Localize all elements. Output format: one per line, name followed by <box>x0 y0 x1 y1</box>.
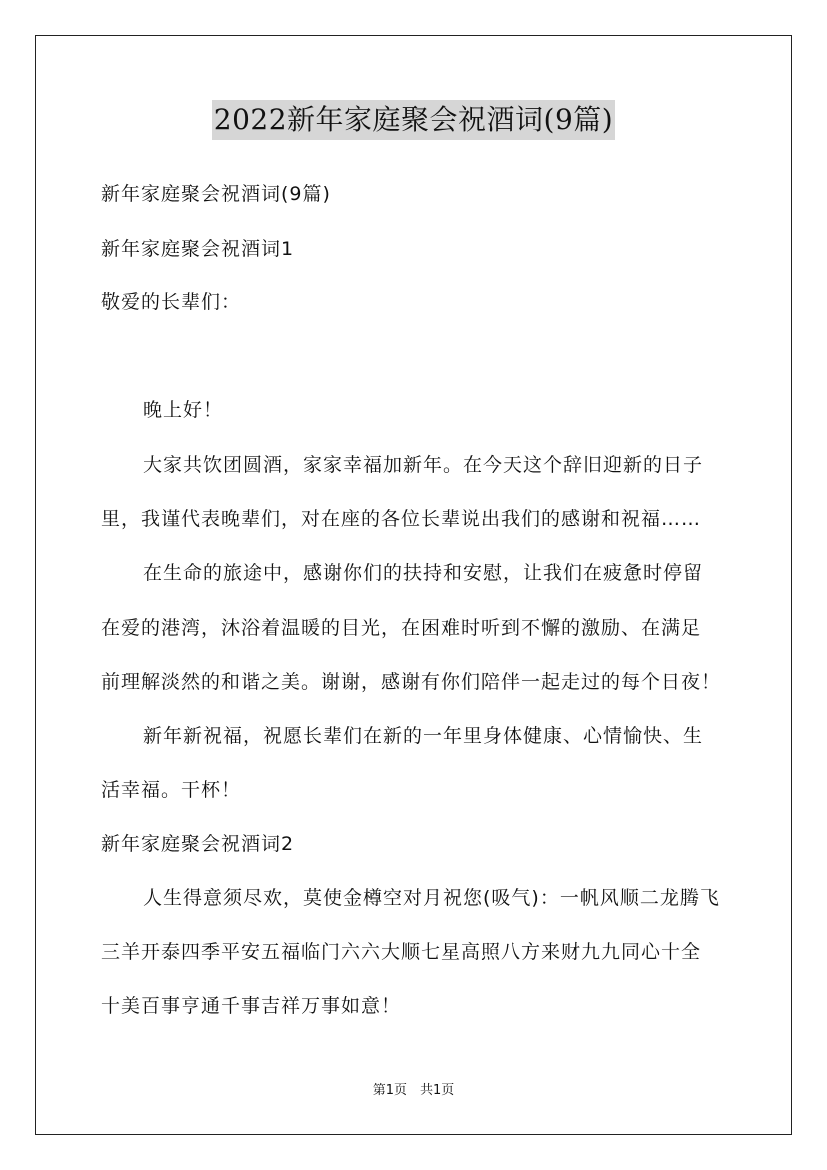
salutation: 敬爱的长辈们： <box>101 291 242 313</box>
title-container <box>0 100 827 140</box>
paragraph-line: 新年新祝福，祝愿长辈们在新的一年里身体健康、心情愉快、生 <box>143 725 704 747</box>
paragraph-line: 在生命的旅途中，感谢你们的扶持和安慰，让我们在疲惫时停留 <box>143 562 704 584</box>
paragraph-line: 大家共饮团圆酒，家家幸福加新年。在今天这个辞旧迎新的日子 <box>143 454 704 476</box>
section2-heading: 新年家庭聚会祝酒词2 <box>101 833 295 855</box>
paragraph-line: 在爱的港湾，沐浴着温暖的目光，在困难时听到不懈的激励、在满足 <box>101 617 702 639</box>
paragraph-line: 十美百事亨通千事吉祥万事如意！ <box>101 995 402 1017</box>
section1-heading: 新年家庭聚会祝酒词1 <box>101 238 295 260</box>
page-footer: 第1页 共1页 <box>372 1083 455 1098</box>
paragraph-line: 人生得意须尽欢，莫使金樽空对月祝您(吸气)：一帆风顺二龙腾飞 <box>143 887 720 909</box>
paragraph-line: 三羊开泰四季平安五福临门六六大顺七星高照八方来财九九同心十全 <box>101 941 702 963</box>
paragraph-line: 前理解淡然的和谐之美。谢谢，感谢有你们陪伴一起走过的每个日夜！ <box>101 671 722 693</box>
document-subtitle: 新年家庭聚会祝酒词(9篇) <box>101 183 331 205</box>
paragraph-line: 活幸福。干杯！ <box>101 779 242 801</box>
paragraph-greeting: 晚上好！ <box>143 399 224 421</box>
document-title: 2022新年家庭聚会祝酒词(9篇) <box>212 100 615 140</box>
paragraph-line: 里，我谨代表晚辈们，对在座的各位长辈说出我们的感谢和祝福…… <box>101 508 702 530</box>
